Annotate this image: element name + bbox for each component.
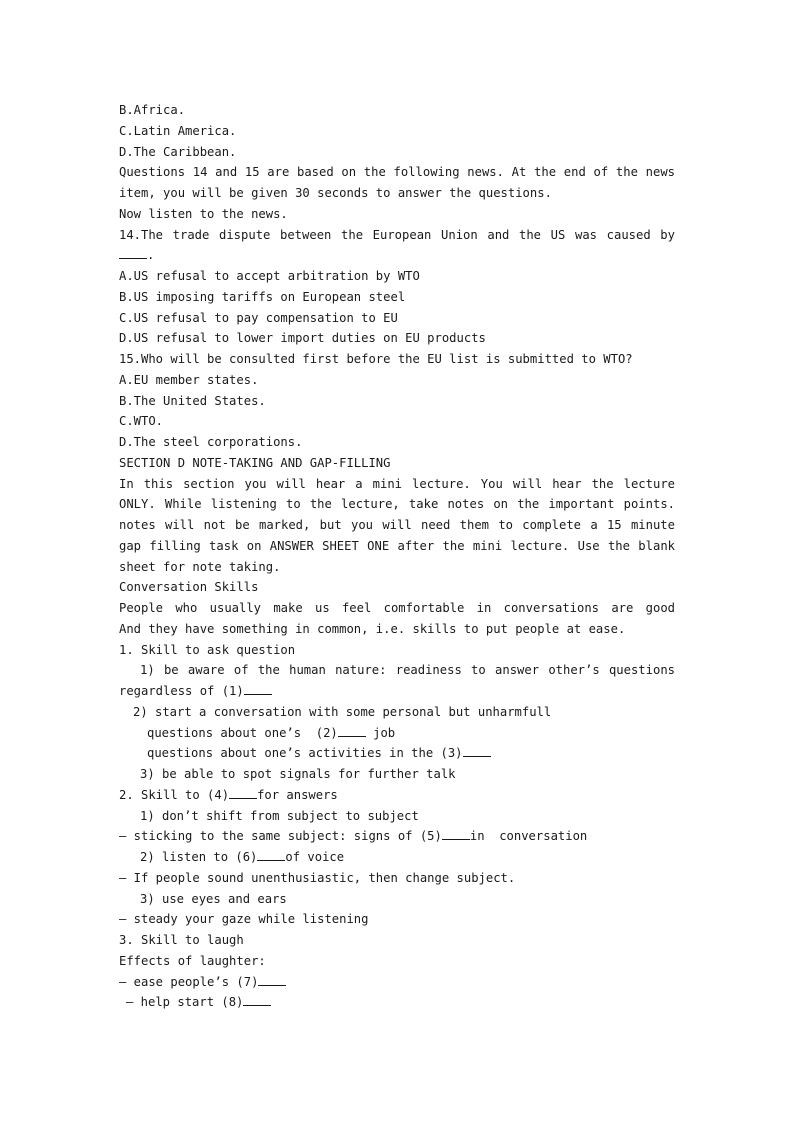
q15-option-d: D.The steel corporations. bbox=[119, 435, 303, 449]
skill-1-point-1: 1) be aware of the human nature: readiness to answer other’s questions bbox=[140, 663, 675, 678]
skill-2-point-3: 3) use eyes and ears bbox=[140, 891, 287, 906]
skill-2-point-2a: — If people sound unenthusiastic, then change subject. bbox=[119, 870, 516, 885]
gap-8-label: — help start (8) bbox=[126, 995, 244, 1010]
q13-option-c: C.Latin America. bbox=[119, 123, 237, 138]
skill-3-title: 3. Skill to laugh bbox=[119, 933, 244, 947]
q14-blank-line bbox=[119, 245, 675, 266]
news-intro-line-2: item, you will be given 30 seconds to answer the questions. bbox=[119, 186, 552, 200]
section-d-instruction-2: ONLY. While listening to the lecture, take notes on the important points. bbox=[119, 497, 675, 512]
skill-3-effect-a bbox=[119, 972, 675, 993]
lecture-title: Conversation Skills bbox=[119, 580, 259, 595]
answer-blank[interactable] bbox=[442, 827, 470, 840]
lecture-intro-1: People who usually make us feel comfortable in conversations are good bbox=[119, 601, 675, 615]
answer-blank[interactable] bbox=[338, 724, 366, 737]
skill-2-point-1a bbox=[119, 826, 675, 847]
section-d-title: SECTION D NOTE-TAKING AND GAP-FILLING bbox=[119, 455, 391, 470]
gap-2-suffix: job bbox=[365, 725, 396, 740]
q14-option-b: B.US imposing tariffs on European steel bbox=[119, 289, 406, 304]
answer-blank[interactable] bbox=[229, 786, 257, 799]
answer-blank[interactable] bbox=[258, 973, 286, 986]
gap-6-label: 2) listen to (6) bbox=[140, 850, 258, 864]
skill-1-point-3: 3) be able to spot signals for further talk bbox=[140, 767, 456, 781]
skill-1-point-2: 2) start a conversation with some personal but unharmfull bbox=[133, 704, 552, 719]
skill-2-point-2 bbox=[119, 847, 675, 868]
section-d-instruction-1: In this section you will hear a mini lecture. You will hear the lecture bbox=[119, 476, 675, 491]
gap-4-suffix: for answers bbox=[257, 787, 338, 802]
gap-4-label: 2. Skill to (4) bbox=[119, 787, 230, 802]
answer-blank[interactable] bbox=[244, 682, 272, 695]
skill-1-point-2a bbox=[119, 723, 675, 744]
q13-option-b: B.Africa. bbox=[119, 103, 186, 117]
skill-1-title: 1. Skill to ask question bbox=[119, 642, 296, 657]
section-d-instruction-5: sheet for note taking. bbox=[119, 559, 281, 574]
q14-option-d: D.US refusal to lower import duties on EU products bbox=[119, 331, 486, 346]
gap-3-label: questions about one’s activities in the (3) bbox=[147, 746, 463, 761]
skill-2-point-3a: — steady your gaze while listening bbox=[119, 912, 369, 927]
q15-option-a: A.EU member states. bbox=[119, 372, 259, 387]
news-intro-line-1: Questions 14 and 15 are based on the following news. At the end of the news bbox=[119, 165, 675, 180]
gap-1-label: regardless of (1) bbox=[119, 684, 244, 698]
skill-1-point-1-cont bbox=[119, 681, 675, 702]
news-listen-instruction: Now listen to the news. bbox=[119, 206, 288, 221]
skill-2-title bbox=[119, 785, 675, 806]
gap-5-suffix: in conversation bbox=[469, 829, 588, 844]
q15-option-c: C.WTO. bbox=[119, 414, 164, 429]
answer-blank[interactable] bbox=[119, 246, 147, 259]
section-d-instruction-4: gap filling task on ANSWER SHEET ONE after the mini lecture. Use the blank bbox=[119, 538, 675, 553]
gap-5-label: — sticking to the same subject: signs of (5) bbox=[119, 829, 442, 844]
q14-option-c: C.US refusal to pay compensation to EU bbox=[119, 310, 398, 325]
exam-page bbox=[119, 100, 675, 1013]
skill-3-effect-b bbox=[119, 992, 675, 1013]
section-d-instruction-3: notes will not be marked, but you will need them to complete a 15 minute bbox=[119, 518, 675, 532]
answer-blank[interactable] bbox=[463, 744, 491, 757]
q14-option-a: A.US refusal to accept arbitration by WTO bbox=[119, 269, 420, 283]
skill-1-point-2b bbox=[119, 743, 675, 764]
gap-6-suffix: of voice bbox=[285, 850, 345, 864]
q15-stem: 15.Who will be consulted first before the EU list is submitted to WTO? bbox=[119, 352, 633, 366]
skill-3-effects-heading: Effects of laughter: bbox=[119, 953, 266, 968]
gap-7-label: — ease people’s (7) bbox=[119, 974, 259, 989]
q15-option-b: B.The United States. bbox=[119, 393, 266, 408]
q14-blank-period: . bbox=[147, 248, 155, 263]
gap-2-label: questions about one’s (2) bbox=[147, 725, 338, 740]
answer-blank[interactable] bbox=[257, 848, 285, 861]
answer-blank[interactable] bbox=[243, 993, 271, 1006]
q14-stem: 14.The trade dispute between the European Union and the US was caused by bbox=[119, 227, 675, 242]
skill-2-point-1: 1) don’t shift from subject to subject bbox=[140, 808, 419, 823]
q13-option-d: D.The Caribbean. bbox=[119, 144, 237, 159]
lecture-intro-2: And they have something in common, i.e. skills to put people at ease. bbox=[119, 621, 626, 636]
